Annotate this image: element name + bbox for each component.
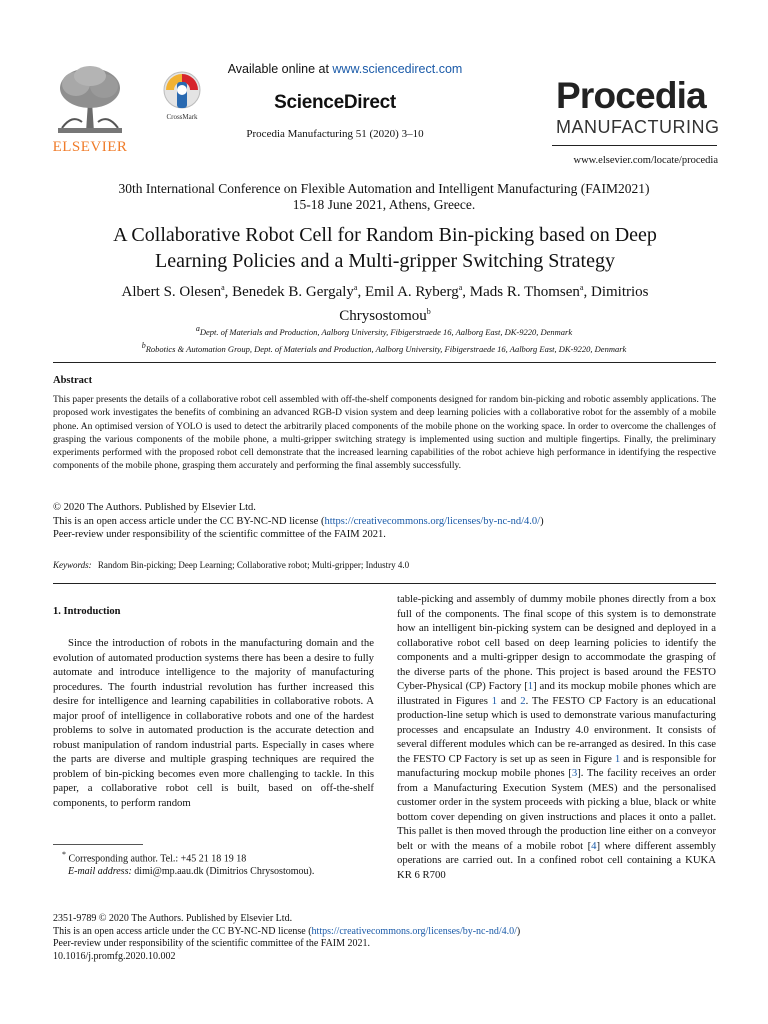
sciencedirect-link[interactable]: www.sciencedirect.com <box>332 62 463 76</box>
author-list <box>80 278 690 326</box>
crossmark-icon <box>162 70 202 110</box>
author-2: Benedek B. Gergaly$^a$, <box>232 283 365 300</box>
procedia-title: Procedia <box>556 75 706 116</box>
author-4: Mads R. Thomsen$^a$, <box>469 283 591 300</box>
copyright-block <box>53 501 716 542</box>
license-link[interactable]: https://creativecommons.org/licenses/by-nc-nd/4.0/ <box>324 515 541 527</box>
elsevier-tree-icon <box>52 64 128 134</box>
peer-review-line: Peer-review under responsibility of the scientific committee of the FAIM 2021. <box>53 529 386 540</box>
sciencedirect-logo: ScienceDirect <box>274 92 396 113</box>
footnote-email: E-mail address: dimi@mp.aau.dk (Dimitrios Chrysostomou). <box>68 866 315 878</box>
figure-link-1[interactable]: 1 <box>491 694 498 707</box>
figure-link-2[interactable]: 2 <box>520 694 526 707</box>
crossmark-badge[interactable] <box>158 70 206 120</box>
bottom-license-line: This is an open access article under the CC BY-NC-ND license (https://creativecommons.org/licenses/by-nc-nd/4.0/) <box>53 925 521 937</box>
keywords-text: Random Bin-picking; Deep Learning; Collaborative robot; Multi-gripper; Industry 4.0 <box>97 560 410 570</box>
footnote-corresponding: * Corresponding author. Tel.: +45 21 18 19 18 <box>62 850 247 865</box>
procedia-logo <box>556 76 718 138</box>
abstract-text: This paper presents the details of a collaborative robot cell assembled with off-the-shelf components designed for random bin-picking and robotic assembly applications. The proposed work investigates the benefits of combining an advanced RGB-D vision system and deep learning policies with a collaborative robot for the assembly of a mobile phone. An optimised version of YOLO is used to detect the arbitrarily placed components of the mobile phone on the working space. In order to overcome the challenges of grasping the various components of the mobile phone, a multi-gripper switching strategy is implemented using suction and multiple fingertips. Finally, the preliminary experiments performed with the proposed robot cell demonstrate that the increased learning capabilities of the robot achieve high performance in identifying the respective components of the mobile phone, grasping them accurately and performing the final assembly successfully. <box>53 395 716 472</box>
author-3: Emil A. Ryberg$^a$, <box>364 283 470 300</box>
affiliation-a: $^a$Dept. of Materials and Production, Aalborg University, Fibigerstraede 16, Aalborg East, DK-9220, Denmark <box>195 324 573 337</box>
ref-link-3[interactable]: 3 <box>571 767 578 779</box>
ref-link-4[interactable]: 4 <box>591 839 597 852</box>
available-online <box>200 62 490 76</box>
affiliation-b: $^b$Robotics & Automation Group, Dept. of Materials and Production, Aalborg University, Fibigerstraede 16, Aalborg East, DK-9220, Denmark <box>141 340 627 354</box>
keywords <box>53 560 716 570</box>
paper-title: A Collaborative Robot Cell for Random Bin-picking based on Deep Learning Policies and a Multi-gripper Switching Strategy <box>113 224 657 272</box>
bottom-notice <box>53 913 716 964</box>
doi-line[interactable]: 10.1016/j.promfg.2020.10.002 <box>53 951 176 963</box>
ref-link-1[interactable]: 1 <box>527 680 534 692</box>
affiliations <box>40 322 728 356</box>
issn-line: 2351-9789 © 2020 The Authors. Published by Elsevier Ltd. <box>53 913 293 924</box>
journal-url[interactable]: www.elsevier.com/locate/procedia <box>573 155 718 166</box>
author-5: Dimitrios Chrysostomou$^b$ <box>339 284 649 324</box>
available-online-text: Available online at <box>227 62 329 76</box>
keywords-label: Keywords: <box>53 560 92 570</box>
footnote-rule <box>53 844 143 845</box>
section-heading-introduction: 1. Introduction <box>53 606 121 617</box>
header-rule <box>552 145 717 146</box>
footnote <box>62 848 374 878</box>
crossmark-label: CrossMark <box>166 113 198 121</box>
elsevier-logo <box>52 64 128 155</box>
elsevier-wordmark: ELSEVIER <box>52 139 128 155</box>
journal-reference: Procedia Manufacturing 51 (2020) 3–10 <box>246 128 424 140</box>
conference-name: 30th International Conference on Flexible Automation and Intelligent Manufacturing (FAIM2021) <box>118 181 650 196</box>
abstract-bottom-rule <box>53 583 716 584</box>
abstract-heading: Abstract <box>53 375 93 386</box>
bottom-peer-review: Peer-review under responsibility of the scientific committee of the FAIM 2021. <box>53 938 371 950</box>
abstract-top-rule <box>53 362 716 363</box>
intro-left-paragraph: Since the introduction of robots in the manufacturing domain and the evolution of automated production systems there has been a desire to fully automate and introduce intelligence to the majority of manufacturing procedures. The fourth industrial revolution has further increased this desire for intelligence and learning capabilities in collaborative robots. A major proof of intelligence in collaborative robots and one of the hardest problems to solve in automated production is the accurate detection and robust manipulation of random industrial parts. Especially in cases where the parts are diverse and multiple grasping techniques are required the problem of bin-picking becomes even more challenging to tackle. In this paper, a collaborative robot cell is built, based on off-the-shelf components, to perform random <box>53 637 374 809</box>
figure-link-1b[interactable]: 1 <box>614 752 621 765</box>
author-1: Albert S. Olesen$^a$, <box>121 283 233 300</box>
license-line: This is an open access article under the CC BY-NC-ND license (https://creativecommons.org/licenses/by-nc-nd/4.0/) <box>53 515 544 527</box>
intro-right-paragraph: table-picking and assembly of dummy mobile phones directly from a box full of the components. The final scope of this system is to demonstrate how an intelligent bin-picking system can be designed and deployed in a collaborative robot cell based on deep learning policies to identify the components and a multi-gripper design to accommodate the grasping of the diverse parts of the phone. This project is based around the FESTO Cyber-Physical (CP) Factory [1] and its mockup mobile phones which are illustrated in Figures 1 and 2. The FESTO CP Factory is an educational production-line setup which is used to demonstrate various manufacturing processes and encapsulate an Industry 4.0 environment. It consists of several different modules which can be re-arranged as desired. In this case the FESTO CP Factory is set up as seen in Figure 1 and is responsible for manufacturing mockup mobile phones [3]. The facility receives an order from a Manufacturing Execution System (MES) and the personalised customer order in the system proceeds with picking a blue, black or white bottom cover depending on given instructions and places it onto a pallet. This pallet is then moved through the production line either on a conveyor belt or with the means of a mobile robot [4] where different assembly operations are carried out. In a confined robot cell containing a KUKA KR 6 R700 <box>397 593 716 881</box>
bottom-license-link[interactable]: https://creativecommons.org/licenses/by-nc-nd/4.0/ <box>311 925 517 937</box>
conference-info <box>40 181 728 213</box>
procedia-subtitle: MANUFACTURING <box>556 117 720 137</box>
copyright-line: © 2020 The Authors. Published by Elsevier Ltd. <box>53 502 256 513</box>
conference-date: 15-18 June 2021, Athens, Greece. <box>292 197 476 212</box>
